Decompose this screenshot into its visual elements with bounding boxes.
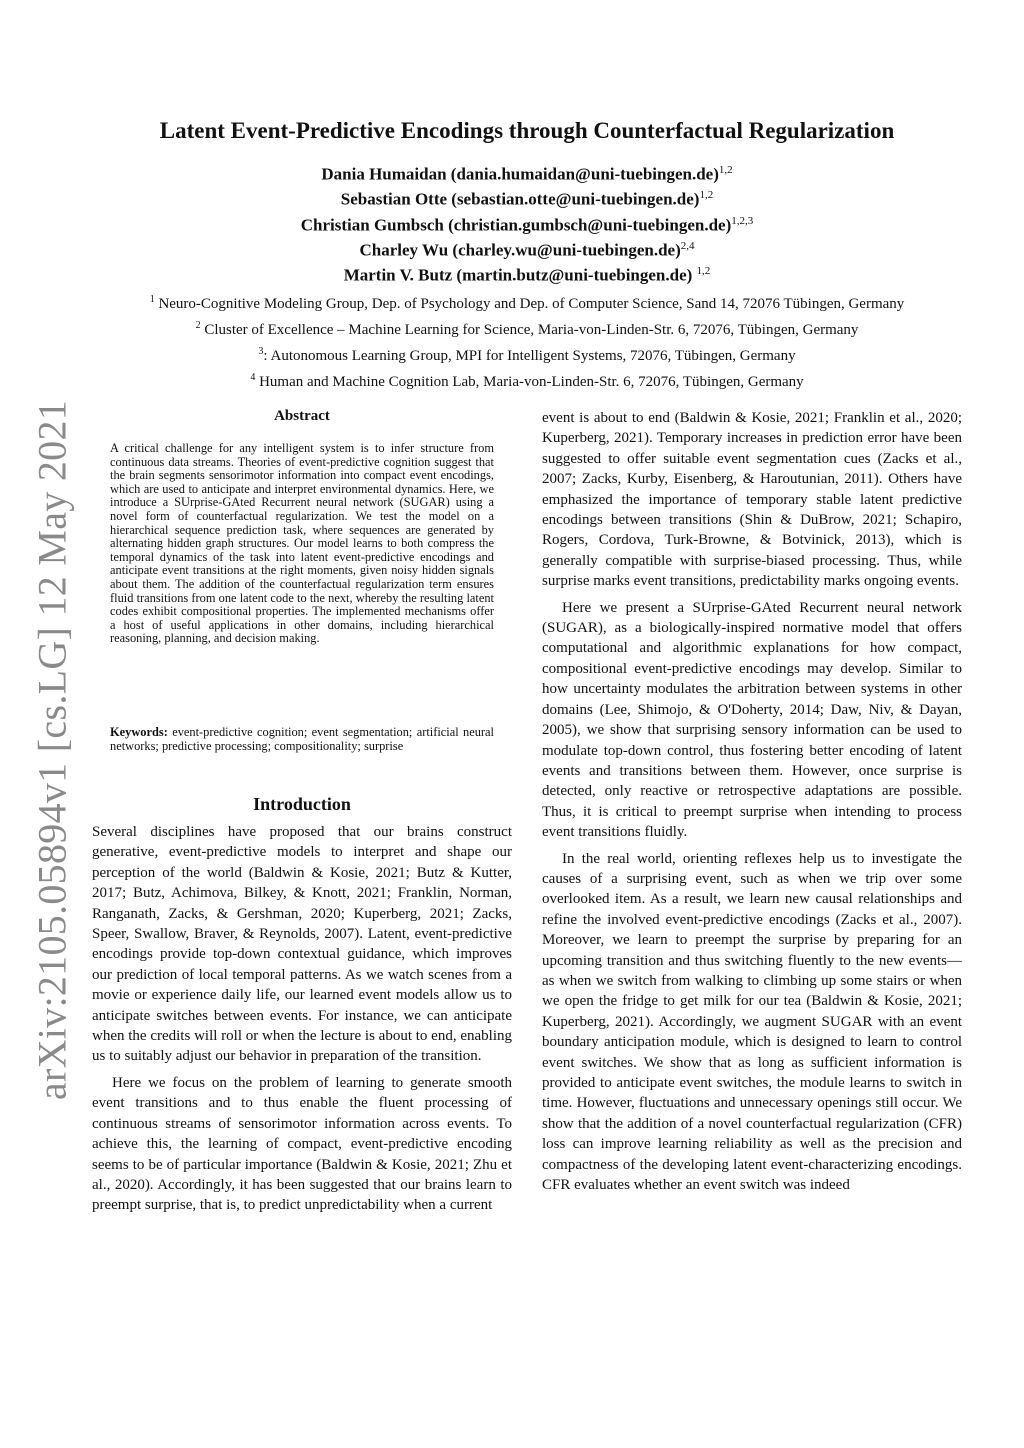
arxiv-sidebar-stamp: [22, 399, 82, 1101]
arxiv-identifier: arXiv:2105.05894v1 [cs.LG] 12 May 2021: [29, 399, 75, 1101]
abstract-text: A critical challenge for any intelligent system is to infer structure from continuous data streams. Theories of event-predictive cognition suggest that the brain segments sensorimotor information into compact event encodings, which are used to anticipate and interpret environmental dynamics. Here, we introduce a SUrprise-GAted Recurrent neural network (SUGAR) using a novel form of counterfactual regularization. We test the model on a hierarchical sequence prediction task, where sequences are generated by alternating hidden graph structures. Our model learns to both compress the temporal dynamics of the task into latent event-predictive encodings and anticipate event transitions at the right moments, given noisy hidden signals about them. The addition of the counterfactual regularization term ensures fluid transitions from one latent code to the next, whereby the resulting latent codes exhibit compositional properties. The implemented mechanisms offer a host of useful applications in other domains, including hierarchical reasoning, planning, and decision making.: [110, 441, 494, 646]
paragraph: Several disciplines have proposed that our brains construct generative, event-predictive models to interpret and shape our perception of the world (Baldwin & Kosie, 2021; Butz & Kutter, 2017; Butz, Achimova, Bilkey, & Knott, 2021; Franklin, Norman, Ranganath, Zacks, & Gershman, 2020; Kuperberg, 2021; Zacks, Speer, Swallow, Braver, & Reynolds, 2007). Latent, event-predictive encodings provide top-down contextual guidance, which improves our prediction of local temporal patterns. As we watch scenes from a movie or experience daily life, our learned event models allow us to anticipate switches between events. For instance, we can anticipate when the credits will roll or when the lecture is about to end, enabling us to suitably adjust our behavior in preparation of the transition.: [92, 824, 512, 1065]
left-column-body: [92, 822, 512, 1216]
paragraph: In the real world, orienting reflexes help us to investigate the causes of a surprising event, such as when we trip over some overlooked item. As a result, we learn new causal relationships and refine the involved event-predictive encodings (Zacks et al., 2007). Moreover, we learn to preempt the surprise by preparing for an upcoming transition and thus switching fluently to the new events—as when we switch from walking to climbing up some stairs or when we open the fridge to get milk for our tea (Baldwin & Kosie, 2021; Kuperberg, 2021). Accordingly, we augment SUGAR with an event boundary anticipation module, which is designed to learn to control event switches. We show that as long as sufficient information is provided to anticipate event switches, the module learns to switch in time. However, fluctuations and unnecessary openings still occur. We show that the addition of a novel counterfactual regularization (CFR) loss can improve learning reliability as well as the precision and compactness of the developing latent event-characterizing encodings. CFR evaluates whether an event switch was indeed: [542, 850, 962, 1194]
affiliation-line: $^2$ Cluster of Excellence – Machine Learning for Science, Maria-von-Linden-Str. 6, 72076, Tübingen, Germany: [195, 320, 859, 338]
abstract-heading: Abstract: [274, 408, 330, 424]
affiliation-line: $^4$ Human and Machine Cognition Lab, Maria-von-Linden-Str. 6, 72076, Tübingen, Germany: [250, 372, 804, 390]
keywords-text: event-predictive cognition; event segmentation; artificial neural networks; predictive processing; compositionality; surprise: [110, 725, 494, 753]
affiliation-line: $^3$: Autonomous Learning Group, MPI for Intelligent Systems, 72076, Tübingen, Germany: [258, 346, 796, 364]
author-list: [0, 160, 1024, 286]
author-line: Sebastian Otte (sebastian.otte@uni-tuebingen.de)$^{1,2}$: [340, 189, 714, 209]
author-line: Dania Humaidan (dania.humaidan@uni-tuebingen.de)$^{1,2}$: [321, 164, 733, 184]
section-heading-introduction: Introduction: [253, 794, 351, 814]
author-line: Charley Wu (charley.wu@uni-tuebingen.de)$^{2,4}$: [359, 239, 695, 260]
keywords-label: Keywords:: [110, 725, 168, 739]
paragraph: event is about to end (Baldwin & Kosie, 2021; Franklin et al., 2020; Kuperberg, 2021). Temporary increases in prediction error have been suggested to offer suitable event segmentation cues (Zacks et al., 2007; Zacks, Kurby, Eisenberg, & Haroutunian, 2011). Others have emphasized the importance of temporary stable latent predictive encodings between transitions (Shin & DuBrow, 2021; Schapiro, Rogers, Cordova, Turk-Browne, & Botvinick, 2013), which is generally compatible with surprise-biased processing. Thus, while surprise marks event transitions, predictability marks ongoing events.: [542, 410, 962, 590]
paper-title: Latent Event-Predictive Encodings through Counterfactual Regularization: [159, 118, 895, 143]
keywords: [110, 726, 494, 753]
paragraph: Here we present a SUrprise-GAted Recurrent neural network (SUGAR), as a biologically-inspired normative model that offers computational and algorithmic explanations for how compact, compositional event-predictive encodings may develop. Similar to how uncertainty modulates the arbitration between systems in other domains (Lee, Shimojo, & O'Doherty, 2014; Daw, Niv, & Dayan, 2005), we show that surprising sensory information can be used to modulate top-down control, thus fostering better encoding of latent events and transitions between them. However, once surprise is detected, only reactive or retrospective adaptations are possible. Thus, it is critical to preempt surprise when intending to process event transitions fluidly.: [542, 599, 962, 841]
paragraph: Here we focus on the problem of learning to generate smooth event transitions and to thus enable the fluent processing of continuous streams of sensorimotor information across events. To achieve this, the learning of compact, event-predictive encoding seems to be of particular importance (Baldwin & Kosie, 2021; Zhu et al., 2020). Accordingly, it has been suggested that our brains learn to preempt surprise, that is, to predict unpredictability when a current: [92, 1074, 512, 1214]
author-line: Martin V. Butz (martin.butz@uni-tuebingen.de) $^{1,2}$: [343, 265, 711, 285]
affiliation-line: $^1$ Neuro-Cognitive Modeling Group, Dep. of Psychology and Dep. of Computer Science, Sand 14, 72076 Tübingen, Germany: [149, 294, 905, 312]
author-line: Christian Gumbsch (christian.gumbsch@uni-tuebingen.de)$^{1,2,3}$: [300, 214, 754, 235]
right-column-body: [542, 408, 962, 1195]
affiliation-list: [0, 289, 1024, 393]
